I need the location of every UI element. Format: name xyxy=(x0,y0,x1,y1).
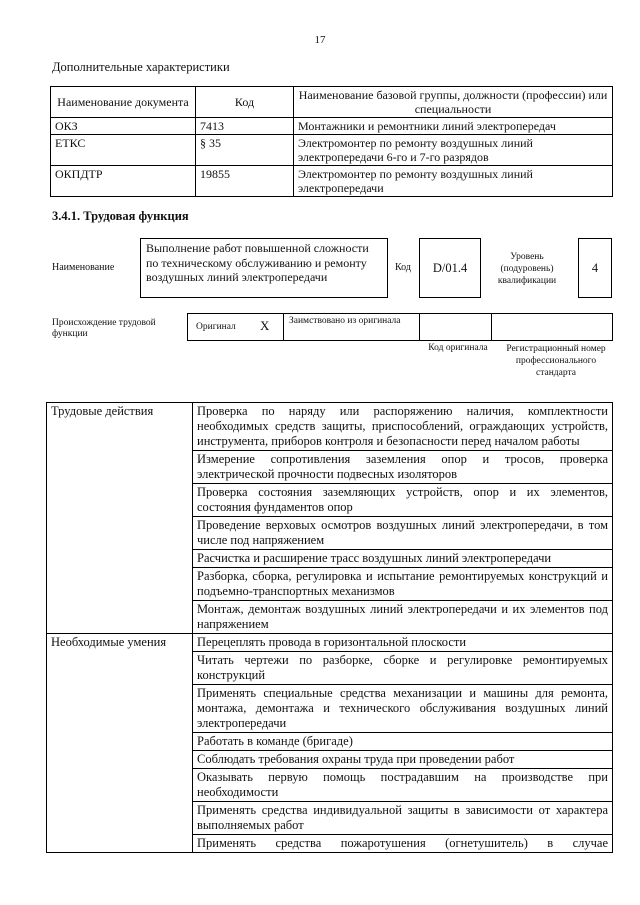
borrowed-cell xyxy=(284,314,420,340)
origin-row xyxy=(187,313,613,341)
cell-code: 19855 xyxy=(196,166,294,197)
cell-doc: ЕТКС xyxy=(51,135,196,166)
list-item: Оказывать первую помощь пострадавшим на производстве при необходимости xyxy=(193,769,613,802)
table-row xyxy=(47,634,613,652)
table-row xyxy=(51,118,613,135)
function-details-table xyxy=(46,402,613,853)
list-item: Монтаж, демонтаж воздушных линий электропередачи и их элементов под напряжением xyxy=(193,601,613,634)
list-item: Перецеплять провода в горизонтальной плоскости xyxy=(193,634,613,652)
list-item: Проверка состояния заземляющих устройств, опор и их элементов, состояния фундаментов опор xyxy=(193,484,613,517)
function-name-label: Наименование xyxy=(52,262,115,273)
cell-code: § 35 xyxy=(196,135,294,166)
table-row xyxy=(51,166,613,197)
section-title: 3.4.1. Трудовая функция xyxy=(52,209,189,223)
header-doc-name: Наименование документа xyxy=(51,87,196,118)
list-item: Разборка, сборка, регулировка и испытание ремонтируемых конструкций и подъемно-транспортных механизмов xyxy=(193,568,613,601)
registration-number-label: Регистрационный номер профессионального стандарта xyxy=(506,344,606,378)
table-header-row xyxy=(51,87,613,118)
header-group-name: Наименование базовой группы, должности (профессии) или специальности xyxy=(294,87,613,118)
table-row xyxy=(51,135,613,166)
page-number: 17 xyxy=(314,34,326,46)
cell-name: Электромонтер по ремонту воздушных линий электропередачи 6-го и 7-го разрядов xyxy=(294,135,613,166)
list-item: Работать в команде (бригаде) xyxy=(193,733,613,751)
list-item: Применять средства пожаротушения (огнетушитель) в случае xyxy=(193,835,613,853)
original-code-label: Код оригинала xyxy=(428,343,488,353)
cell-code: 7413 xyxy=(196,118,294,135)
original-mark: X xyxy=(260,318,270,333)
qualification-level-box: 4 xyxy=(578,238,612,298)
borrowed-label: Заимствовано из оригинала xyxy=(289,316,401,326)
additional-characteristics-title: Дополнительные характеристики xyxy=(52,60,230,74)
list-item: Применять специальные средства механизации и машины для ремонта, монтажа, демонтажа и технического обслуживания воздушных линий электропередачи xyxy=(193,685,613,733)
function-name-box: Выполнение работ повышенной сложности по техническому обслуживанию и ремонту воздушных линий электропередачи xyxy=(140,238,388,298)
original-cell xyxy=(188,314,284,340)
function-code-box: D/01.4 xyxy=(419,238,481,298)
list-item: Расчистка и расширение трасс воздушных линий электропередачи xyxy=(193,550,613,568)
list-item: Читать чертежи по разборке, сборке и регулировке ремонтируемых конструкций xyxy=(193,652,613,685)
header-code: Код xyxy=(196,87,294,118)
origin-label: Происхождение трудовой функции xyxy=(52,318,156,339)
list-item: Применять средства индивидуальной защиты в зависимости от характера выполняемых работ xyxy=(193,802,613,835)
list-item: Проверка по наряду или распоряжению наличия, комплектности необходимых средств защиты, приспособлений, ограждающих устройств, инструмента, приборов контроля и безопасности перед началом работы xyxy=(193,403,613,451)
original-label: Оригинал xyxy=(196,322,236,332)
additional-characteristics-table xyxy=(50,86,613,197)
labor-actions-label: Трудовые действия xyxy=(47,403,193,634)
list-item: Проведение верховых осмотров воздушных линий электропередачи, в том числе под напряжением xyxy=(193,517,613,550)
qualification-level-label: Уровень (подуровень) квалификации xyxy=(497,252,557,286)
cell-doc: ОКПДТР xyxy=(51,166,196,197)
cell-name: Монтажники и ремонтники линий электропередач xyxy=(294,118,613,135)
list-item: Соблюдать требования охраны труда при проведении работ xyxy=(193,751,613,769)
required-skills-label: Необходимые умения xyxy=(47,634,193,853)
cell-doc: ОКЗ xyxy=(51,118,196,135)
cell-name: Электромонтер по ремонту воздушных линий электропередачи xyxy=(294,166,613,197)
original-code-cell xyxy=(420,314,492,340)
table-row xyxy=(47,403,613,451)
list-item: Измерение сопротивления заземления опор и тросов, проверка электрической прочности подвесных изоляторов xyxy=(193,451,613,484)
function-code-label: Код xyxy=(395,262,411,273)
